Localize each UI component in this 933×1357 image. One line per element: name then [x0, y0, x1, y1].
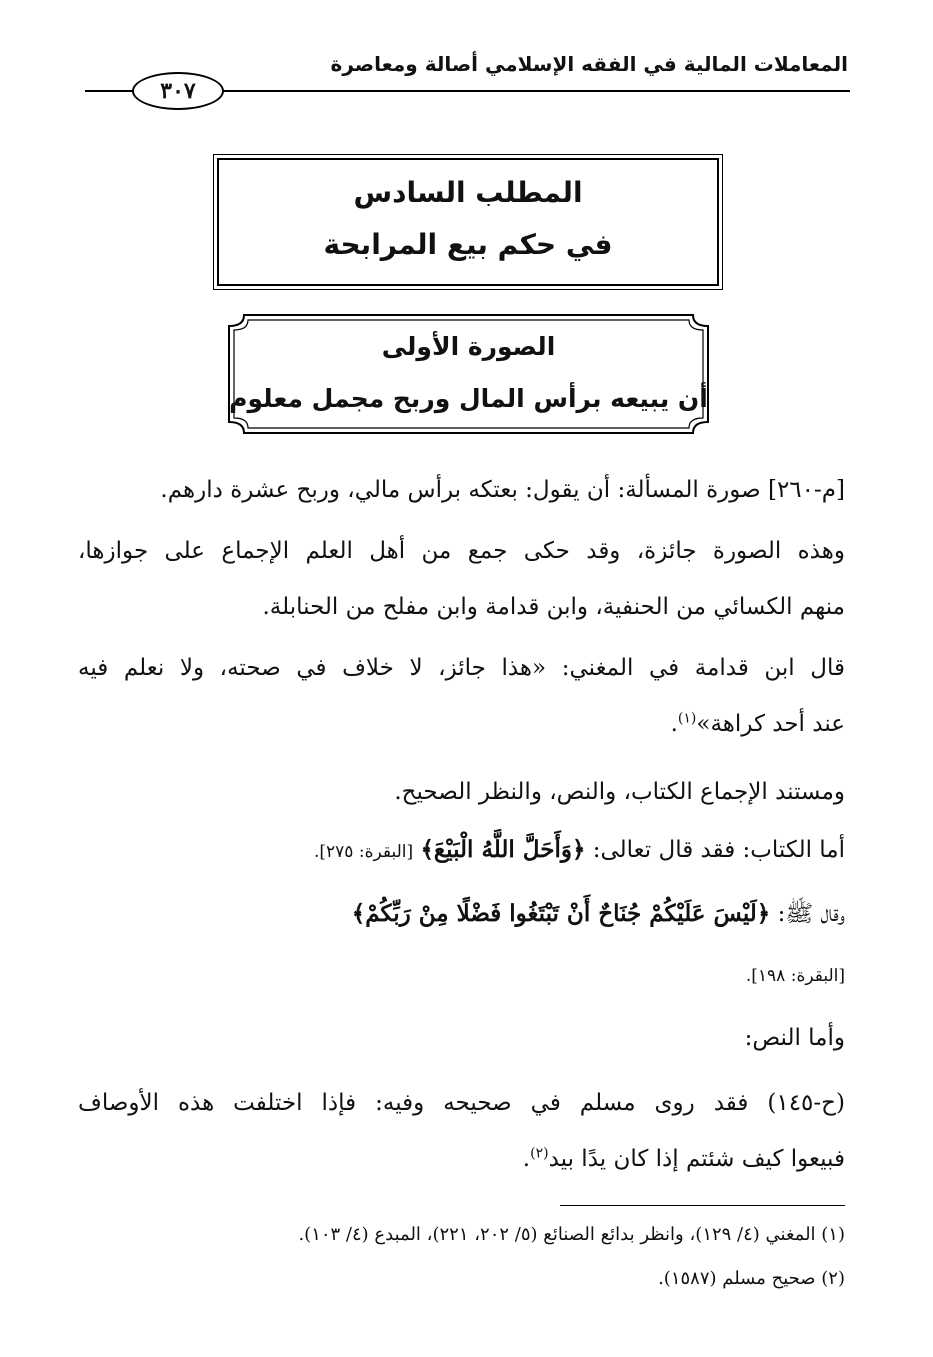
section-title-box: [217, 158, 719, 286]
footnote-1: (١) المغني (٤/ ١٢٩)، وانظر بدائع الصنائع (٥/ ٢٠٢، ٢٢١)، المبدع (٤/ ١٠٣).: [298, 1224, 845, 1245]
paragraph-line: [78, 696, 845, 752]
book-title: المعاملات المالية في الفقه الإسلامي أصالة ومعاصرة: [330, 52, 848, 76]
quran-citation: [البقرة: ٢٧٥].: [314, 842, 414, 862]
paragraph-text: وقال ﷺ:: [777, 901, 845, 927]
subsection-title-box: [226, 312, 711, 436]
section-subtitle: في حكم بيع المرابحة: [323, 228, 613, 261]
paragraph-line: منهم الكسائي من الحنفية، وابن قدامة وابن مفلح من الحنابلة.: [262, 594, 845, 620]
paragraph-end: .: [670, 711, 678, 737]
paragraph-book-evidence: [78, 822, 845, 880]
frame-border-icon: [226, 312, 711, 436]
paragraph-verse: [78, 886, 845, 942]
quran-citation: [البقرة: ١٩٨].: [745, 966, 845, 986]
paragraph-line: قال ابن قدامة في المغني: «هذا جائز، لا خلاف في صحته، ولا نعلم فيه: [78, 655, 845, 681]
paragraph-evidence: ومستند الإجماع الكتاب، والنص، والنظر الصحيح.: [394, 779, 845, 805]
subsection-title: الصورة الأولى: [381, 332, 556, 361]
footnote-ref-2[interactable]: (٢): [530, 1145, 549, 1162]
page-number: ٣٠٧: [132, 72, 224, 110]
subsection-subtitle: أن يبيعه برأس المال وربح مجمل معلوم: [229, 384, 708, 413]
paragraph-text: عند أحد كراهة»: [696, 711, 845, 737]
paragraph-end: .: [522, 1146, 531, 1172]
section-title: المطلب السادس: [353, 176, 583, 209]
paragraph-text: أما الكتاب: فقد قال تعالى:: [592, 837, 845, 863]
paragraph-line: وهذه الصورة جائزة، وقد حكى جمع من أهل العلم الإجماع على جوازها،: [78, 538, 845, 564]
footnote-2: (٢) صحيح مسلم (١٥٨٧).: [658, 1268, 845, 1289]
paragraph-quote-ibn-qudama: [78, 640, 845, 752]
footnote-ref-1[interactable]: (١): [677, 710, 697, 727]
footnote-rule: [560, 1205, 845, 1206]
quran-quote: ﴿لَيْسَ عَلَيْكُمْ جُنَاحٌ أَنْ تَبْتَغُوا فَضْلًا مِنْ رَبِّكُمْ﴾: [351, 900, 771, 927]
paragraph-hadith: [78, 1075, 845, 1187]
paragraph-ruling: [78, 523, 845, 635]
paragraph-question: [م-٢٦٠] صورة المسألة: أن يقول: بعتكه برأس مالي، وربح عشرة دارهم.: [160, 477, 845, 503]
paragraph-line: (ح-١٤٥) فقد روى مسلم في صحيحه وفيه: فإذا اختلفت هذه الأوصاف: [78, 1090, 845, 1116]
paragraph-text-evidence: وأما النص:: [744, 1025, 845, 1051]
quran-quote: ﴿وَأَحَلَّ اللَّهُ الْبَيْعَ﴾: [420, 836, 586, 863]
paragraph-text: فبيعوا كيف شئتم إذا كان يدًا بيد: [548, 1146, 845, 1172]
paragraph-line: [78, 1131, 845, 1187]
